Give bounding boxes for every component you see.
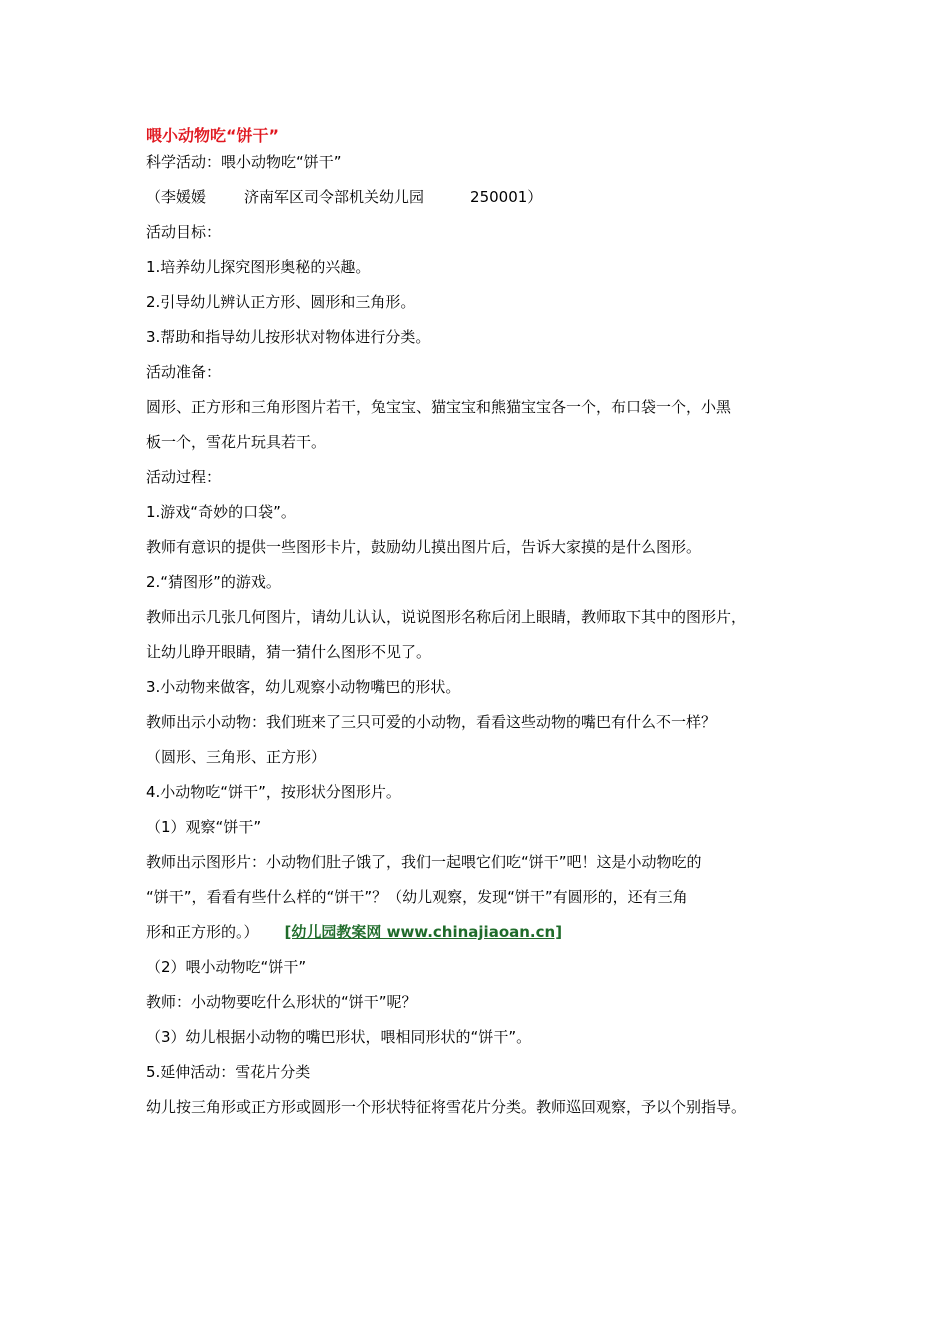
goal-item: 2.引导幼儿辨认正方形、圆形和三角形。 [146,293,416,311]
author-org: 济南军区司令部机关幼儿园 [244,188,425,206]
section-heading: 活动目标： [146,223,222,241]
paragraph-line-with-link [146,922,826,942]
paragraph-line: “饼干”，看看有些什么样的“饼干”？（幼儿观察，发现“饼干”有圆形的，还有三角 [146,888,688,906]
step-heading: 4.小动物吃“饼干”，按形状分图形片。 [146,783,401,801]
author-name: （李媛媛 [146,188,207,206]
substep-heading: （1）观察“饼干” [146,818,262,836]
author-zip: 250001） [470,188,543,206]
step-heading: 1.游戏“奇妙的口袋”。 [146,503,296,521]
paragraph-line: 教师：小动物要吃什么形状的“饼干”呢？ [146,993,417,1011]
author-line [146,187,826,207]
paragraph-line: 教师出示小动物：我们班来了三只可爱的小动物，看看这些动物的嘴巴有什么不一样？ [146,713,717,731]
paragraph-line: 教师有意识的提供一些图形卡片，鼓励幼儿摸出图片后，告诉大家摸的是什么图形。 [146,538,702,556]
paragraph-line: 幼儿按三角形或正方形或圆形一个形状特征将雪花片分类。教师巡回观察，予以个别指导。 [146,1098,747,1116]
paragraph-line: 圆形、正方形和三角形图片若干，兔宝宝、猫宝宝和熊猫宝宝各一个，布口袋一个，小黑 [146,398,732,416]
substep-heading: （2）喂小动物吃“饼干” [146,958,307,976]
paragraph-line: 教师出示图形片：小动物们肚子饿了，我们一起喂它们吃“饼干”吧！这是小动物吃的 [146,853,702,871]
paragraph-line: 板一个，雪花片玩具若干。 [146,433,327,451]
substep-heading: （3）幼儿根据小动物的嘴巴形状，喂相同形状的“饼干”。 [146,1028,532,1046]
step-heading: 5.延伸活动：雪花片分类 [146,1063,311,1081]
doc-subtitle: 科学活动：喂小动物吃“饼干” [146,153,342,171]
paragraph-line: 教师出示几张几何图片，请幼儿认认，说说图形名称后闭上眼睛，教师取下其中的图形片， [146,608,747,626]
step-heading: 3.小动物来做客，幼儿观察小动物嘴巴的形状。 [146,678,461,696]
goal-item: 1.培养幼儿探究图形奥秘的兴趣。 [146,258,371,276]
step-heading: 2.“猜图形”的游戏。 [146,573,281,591]
document-body [146,126,826,1117]
section-heading: 活动过程： [146,468,222,486]
paragraph-text: 形和正方形的。） [146,923,259,941]
paragraph-line: 让幼儿睁开眼睛，猜一猜什么图形不见了。 [146,643,432,661]
site-link[interactable]: [幼儿园教案网 www.chinajiaoan.cn] [284,923,563,941]
section-heading: 活动准备： [146,363,222,381]
doc-title: 喂小动物吃“饼干” [146,126,280,145]
goal-item: 3.帮助和指导幼儿按形状对物体进行分类。 [146,328,431,346]
paragraph-line: （圆形、三角形、正方形） [146,748,327,766]
